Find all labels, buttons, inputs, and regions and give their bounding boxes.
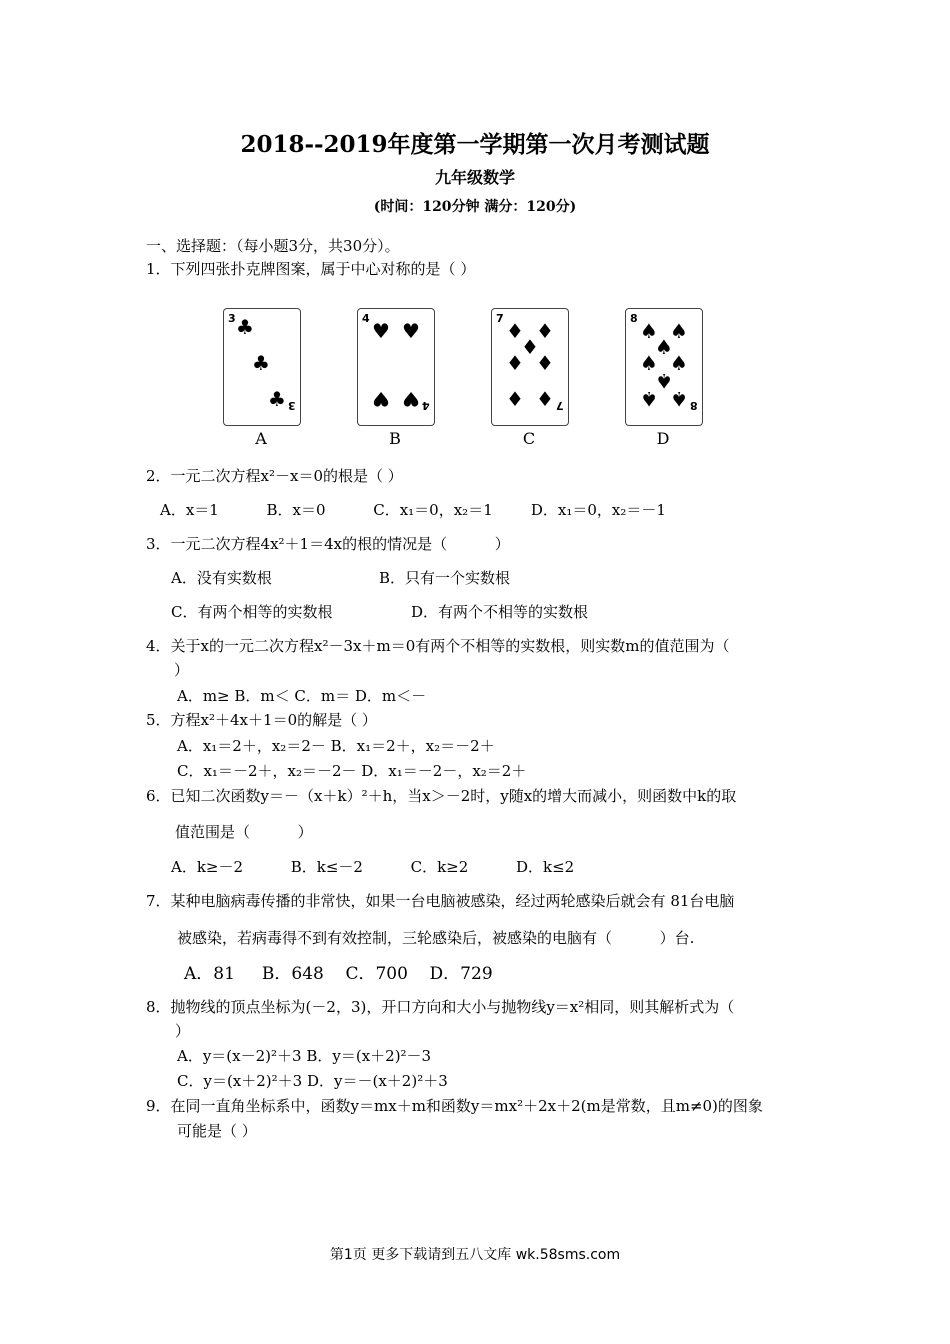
spade-icon: ♠ [640, 351, 658, 375]
question-4-options: A．m≥ B．m＜ C．m＝ D．m＜－ [177, 687, 427, 705]
diamond-icon: ♦ [506, 387, 524, 411]
diamond-icon: ♦ [506, 319, 524, 343]
card-d-rank-inverted: 8 [690, 399, 698, 412]
card-a-rank: 3 [228, 312, 236, 325]
question-7-stem-cont: 被感染，若病毒得不到有效控制，三轮感染后，被感染的电脑有（ ）台. [177, 929, 695, 947]
diamond-icon: ♦ [536, 319, 554, 343]
question-3-stem: 3．一元二次方程4x²＋1＝4x的根的情况是（ ） [146, 535, 510, 553]
heart-icon: ♥ [372, 319, 390, 343]
question-2-options: A．x＝1 B．x＝0 C．x₁＝0，x₂＝1 D．x₁＝0，x₂＝－1 [160, 501, 666, 519]
question-3-option-d: D．有两个不相等的实数根 [411, 603, 589, 621]
question-3-option-c: C．有两个相等的实数根 [171, 603, 333, 621]
question-6-options: A．k≥－2 B．k≤－2 C．k≥2 D．k≤2 [171, 858, 575, 876]
spade-icon: ♠ [640, 387, 658, 411]
spade-icon: ♠ [670, 387, 688, 411]
card-a-rank-inverted: 3 [288, 399, 296, 412]
page-subtitle: 九年级数学 [434, 168, 515, 187]
question-5-stem: 5．方程x²＋4x＋1＝0的解是（ ） [146, 711, 377, 729]
question-6-stem: 6．已知二次函数y＝－（x＋k）²＋h，当x＞－2时，y随x的增大而减小，则函数中k的取 [146, 787, 737, 805]
club-icon: ♣ [236, 315, 254, 339]
spade-icon: ♠ [670, 351, 688, 375]
question-3-option-a: A．没有实数根 [171, 569, 272, 587]
question-4-stem: 4．关于x的一元二次方程x²－3x＋m＝0有两个不相等的实数根，则实数m的值范围为（ [146, 637, 730, 655]
card-c [491, 308, 569, 426]
card-c-label: C [522, 429, 536, 448]
card-d-label: D [656, 429, 670, 448]
card-a-label: A [255, 429, 267, 448]
question-7-stem: 7．某种电脑病毒传播的非常快，如果一台电脑被感染，经过两轮感染后就会有 81台电脑 [146, 892, 735, 910]
question-8-stem: 8．抛物线的顶点坐标为(－2，3)，开口方向和大小与抛物线y＝x²相同，则其解析式为（ [146, 998, 735, 1016]
diamond-icon: ♦ [536, 387, 554, 411]
club-icon: ♣ [268, 387, 286, 411]
exam-time-info: (时间：120分钟 满分：120分) [373, 199, 577, 215]
card-c-rank: 7 [496, 312, 504, 325]
card-b-rank-inverted: 4 [422, 399, 430, 412]
section-heading: 一、选择题：（每小题3分，共30分）。 [146, 237, 400, 255]
question-8-options-1: A．y＝(x－2)²＋3 B．y＝(x＋2)²－3 [177, 1047, 432, 1065]
heart-icon: ♥ [372, 387, 390, 411]
playing-cards-figure [220, 308, 710, 448]
card-b [357, 308, 435, 426]
page-footer: 第1页 更多下载请到五八文库 wk.58sms.com [329, 1247, 621, 1263]
question-7-options: A．81 B．648 C．700 D．729 [184, 964, 493, 984]
question-8-stem-cont: ） [175, 1022, 191, 1040]
diamond-icon: ♦ [521, 335, 539, 359]
question-4-stem-cont: ） [174, 661, 190, 679]
card-a [223, 308, 301, 426]
spade-icon: ♠ [670, 319, 688, 343]
question-8-options-2: C．y＝(x＋2)²＋3 D．y＝－(x＋2)²＋3 [177, 1072, 448, 1090]
question-9-stem-cont: 可能是（ ） [177, 1122, 257, 1140]
card-b-label: B [389, 429, 401, 448]
spade-icon: ♠ [655, 335, 673, 359]
question-5-options-1: A．x₁＝2＋，x₂＝2－ B．x₁＝2＋，x₂＝－2＋ [177, 737, 495, 755]
card-d [625, 308, 703, 426]
heart-icon: ♥ [402, 319, 420, 343]
question-9-stem: 9．在同一直角坐标系中，函数y＝mx＋m和函数y＝mx²＋2x＋2(m是常数，且m≠0)的图象 [146, 1097, 763, 1115]
club-icon: ♣ [252, 351, 270, 375]
card-d-rank: 8 [630, 312, 638, 325]
diamond-icon: ♦ [536, 351, 554, 375]
heart-icon: ♥ [402, 387, 420, 411]
question-6-stem-cont: 值范围是（ ） [175, 823, 313, 841]
question-1-stem: 1．下列四张扑克牌图案，属于中心对称的是（ ） [146, 260, 476, 278]
diamond-icon: ♦ [506, 351, 524, 375]
card-b-rank: 4 [362, 312, 370, 325]
spade-icon: ♠ [655, 369, 673, 393]
question-3-option-b: B．只有一个实数根 [379, 569, 511, 587]
question-2-stem: 2．一元二次方程x²－x＝0的根是（ ） [146, 467, 403, 485]
card-c-rank-inverted: 7 [556, 399, 564, 412]
spade-icon: ♠ [640, 319, 658, 343]
question-5-options-2: C．x₁＝－2＋，x₂＝－2－ D．x₁＝－2－，x₂＝2＋ [177, 762, 527, 780]
page-title: 2018--2019年度第一学期第一次月考测试题 [240, 131, 710, 158]
